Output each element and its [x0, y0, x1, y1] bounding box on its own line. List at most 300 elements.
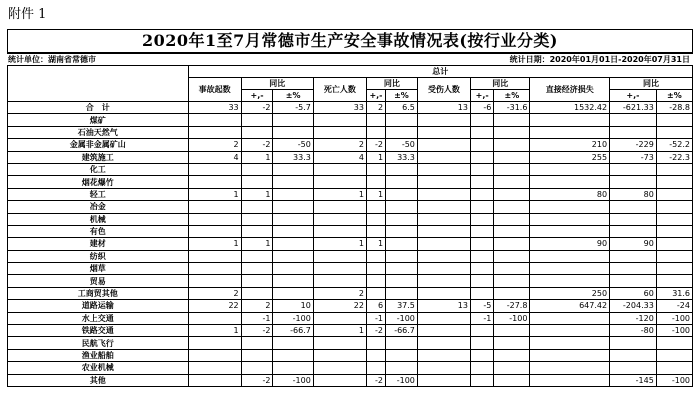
table-cell [656, 225, 692, 237]
table-cell: -2 [366, 374, 385, 386]
table-cell [610, 201, 657, 213]
table-cell [366, 213, 385, 225]
table-cell: -100 [273, 374, 313, 386]
table-cell: -100 [656, 312, 692, 324]
table-cell [366, 337, 385, 349]
table-cell [656, 349, 692, 361]
table-cell [470, 139, 493, 151]
table-row [8, 362, 693, 374]
table-cell: 1 [313, 188, 366, 200]
header-pct: ±% [273, 90, 313, 102]
table-cell [386, 263, 418, 275]
table-cell [386, 362, 418, 374]
table-cell [417, 163, 470, 175]
table-cell [494, 238, 530, 250]
table-cell: 1 [366, 238, 385, 250]
table-cell: 37.5 [386, 300, 418, 312]
table-cell [188, 176, 241, 188]
table-cell [470, 176, 493, 188]
header-yoy-loss: 同比 [610, 78, 693, 90]
table-cell [417, 312, 470, 324]
table-cell [417, 337, 470, 349]
table-cell [494, 213, 530, 225]
unit-label: 统计单位：湖南省常德市 [8, 55, 96, 64]
table-row [8, 225, 693, 237]
table-cell: 210 [530, 139, 610, 151]
table-cell [470, 238, 493, 250]
table-cell [273, 163, 313, 175]
table-cell [313, 349, 366, 361]
table-cell [188, 201, 241, 213]
table-row [8, 126, 693, 138]
table-cell [366, 114, 385, 126]
table-row [8, 250, 693, 262]
table-cell: 80 [530, 188, 610, 200]
table-cell [417, 188, 470, 200]
table-cell [470, 114, 493, 126]
table-cell [610, 250, 657, 262]
table-cell [610, 349, 657, 361]
table-cell: 1 [366, 188, 385, 200]
table-cell [273, 225, 313, 237]
table-cell [188, 275, 241, 287]
table-cell: -50 [273, 139, 313, 151]
table-cell: 33 [313, 102, 366, 114]
table-cell [530, 374, 610, 386]
table-cell [530, 201, 610, 213]
table-cell [494, 126, 530, 138]
table-cell [470, 263, 493, 275]
table-cell [494, 250, 530, 262]
table-cell [470, 325, 493, 337]
table-cell: 22 [188, 300, 241, 312]
table-cell [417, 201, 470, 213]
table-cell: -100 [656, 374, 692, 386]
table-cell [386, 163, 418, 175]
header-plus-minus: +,- [610, 90, 657, 102]
row-label: 民航飞行 [8, 337, 189, 349]
table-cell: 1 [241, 188, 273, 200]
table-cell [273, 275, 313, 287]
table-cell [417, 250, 470, 262]
table-cell: 1 [188, 325, 241, 337]
table-row [8, 102, 693, 114]
row-label: 工商贸其他 [8, 287, 189, 299]
table-cell: 4 [188, 151, 241, 163]
table-cell [386, 114, 418, 126]
header-pct: ±% [494, 90, 530, 102]
table-cell [417, 325, 470, 337]
table-cell [494, 139, 530, 151]
table-cell: -2 [241, 139, 273, 151]
table-cell: -31.6 [494, 102, 530, 114]
table-cell [273, 126, 313, 138]
table-cell [470, 287, 493, 299]
header-yoy-injured: 同比 [470, 78, 529, 90]
table-row [8, 238, 693, 250]
table-cell [470, 163, 493, 175]
header-total: 总计 [188, 66, 692, 78]
table-cell [241, 275, 273, 287]
header-blank [8, 66, 189, 102]
table-cell [313, 163, 366, 175]
table-cell: -2 [241, 325, 273, 337]
table-cell: 1 [366, 151, 385, 163]
table-cell [313, 362, 366, 374]
table-cell [494, 374, 530, 386]
table-cell: -145 [610, 374, 657, 386]
table-cell [530, 213, 610, 225]
table-row [8, 263, 693, 275]
table-cell [313, 275, 366, 287]
table-cell [417, 225, 470, 237]
table-cell [470, 337, 493, 349]
table-cell [530, 126, 610, 138]
table-cell [188, 312, 241, 324]
table-cell: -100 [386, 312, 418, 324]
table-cell: 22 [313, 300, 366, 312]
table-cell [610, 114, 657, 126]
table-cell [470, 201, 493, 213]
table-cell [470, 250, 493, 262]
table-cell [417, 238, 470, 250]
table-cell [530, 362, 610, 374]
table-cell [241, 349, 273, 361]
table-cell [610, 176, 657, 188]
table-cell [530, 163, 610, 175]
table-cell [530, 312, 610, 324]
table-cell [366, 176, 385, 188]
row-label: 烟草 [8, 263, 189, 275]
table-cell [188, 114, 241, 126]
table-cell [417, 263, 470, 275]
table-row [8, 201, 693, 213]
table-cell [241, 213, 273, 225]
table-cell [470, 275, 493, 287]
table-cell: 4 [313, 151, 366, 163]
table-cell: 6.5 [386, 102, 418, 114]
table-row [8, 325, 693, 337]
table-cell [188, 225, 241, 237]
table-cell: -66.7 [273, 325, 313, 337]
header-plus-minus: +,- [241, 90, 273, 102]
table-cell: 33.3 [386, 151, 418, 163]
table-cell: 31.6 [656, 287, 692, 299]
table-cell [241, 362, 273, 374]
row-label: 道路运输 [8, 300, 189, 312]
table-row [8, 139, 693, 151]
table-cell: -1 [470, 312, 493, 324]
table-cell: 2 [241, 300, 273, 312]
table-cell: 33.3 [273, 151, 313, 163]
table-cell: 2 [366, 102, 385, 114]
table-cell [494, 114, 530, 126]
table-cell: 90 [610, 238, 657, 250]
row-label: 纺织 [8, 250, 189, 262]
table-row [8, 337, 693, 349]
table-cell [386, 287, 418, 299]
table-row [8, 374, 693, 386]
table-cell [417, 362, 470, 374]
row-label: 机械 [8, 213, 189, 225]
attachment-label: 附件 1 [8, 7, 47, 22]
row-label: 建材 [8, 238, 189, 250]
table-cell [188, 374, 241, 386]
table-cell [530, 337, 610, 349]
table-cell [470, 151, 493, 163]
table-cell [656, 114, 692, 126]
table-cell [417, 213, 470, 225]
table-cell: 250 [530, 287, 610, 299]
table-cell [494, 225, 530, 237]
table-cell: -204.33 [610, 300, 657, 312]
row-label: 建筑施工 [8, 151, 189, 163]
table-cell [386, 250, 418, 262]
table-cell [313, 312, 366, 324]
table-cell: -22.3 [656, 151, 692, 163]
table-cell: -2 [241, 102, 273, 114]
header-yoy-accidents: 同比 [241, 78, 313, 90]
table-cell [417, 176, 470, 188]
table-cell [386, 176, 418, 188]
table-cell [273, 176, 313, 188]
table-cell [470, 225, 493, 237]
table-cell: 6 [366, 300, 385, 312]
table-cell: -621.33 [610, 102, 657, 114]
table-cell [241, 114, 273, 126]
table-cell: -100 [273, 312, 313, 324]
table-cell [313, 263, 366, 275]
table-cell [366, 287, 385, 299]
table-row [8, 213, 693, 225]
table-cell [417, 114, 470, 126]
header-injured: 受伤人数 [417, 78, 470, 102]
row-label: 渔业船舶 [8, 349, 189, 361]
table-cell [494, 325, 530, 337]
table-cell [273, 337, 313, 349]
table-cell [610, 263, 657, 275]
table-cell: -24 [656, 300, 692, 312]
table-cell [530, 176, 610, 188]
table-cell [470, 349, 493, 361]
table-cell [494, 362, 530, 374]
table-cell [656, 213, 692, 225]
table-cell [241, 225, 273, 237]
table-cell [188, 263, 241, 275]
table-cell [470, 374, 493, 386]
table-cell [656, 188, 692, 200]
table-cell [386, 275, 418, 287]
table-cell [366, 349, 385, 361]
table-cell [366, 263, 385, 275]
row-label: 铁路交通 [8, 325, 189, 337]
table-cell: -5 [470, 300, 493, 312]
table-cell: -1 [366, 312, 385, 324]
table-row [8, 163, 693, 175]
table-cell [656, 126, 692, 138]
table-cell [494, 349, 530, 361]
table-cell: -80 [610, 325, 657, 337]
table-row [8, 349, 693, 361]
table-cell [366, 126, 385, 138]
table-cell [610, 126, 657, 138]
row-label: 水上交通 [8, 312, 189, 324]
header-plus-minus: +,- [470, 90, 493, 102]
row-label: 合 计 [8, 102, 189, 114]
table-cell [530, 325, 610, 337]
table-cell [273, 238, 313, 250]
table-cell [656, 362, 692, 374]
table-cell [366, 250, 385, 262]
table-cell [188, 349, 241, 361]
table-cell [610, 362, 657, 374]
row-label: 轻工 [8, 188, 189, 200]
table-cell [656, 201, 692, 213]
table-cell [386, 188, 418, 200]
table-cell: -50 [386, 139, 418, 151]
table-cell: -229 [610, 139, 657, 151]
table-cell [313, 176, 366, 188]
table-cell: -52.2 [656, 139, 692, 151]
table-cell [610, 163, 657, 175]
table-cell [530, 114, 610, 126]
table-cell [386, 337, 418, 349]
table-cell [366, 362, 385, 374]
table-cell [188, 126, 241, 138]
table-cell: 647.42 [530, 300, 610, 312]
table-cell [494, 287, 530, 299]
header-loss: 直接经济损失 [530, 78, 610, 102]
table-row [8, 287, 693, 299]
table-row [8, 188, 693, 200]
table-cell: -27.8 [494, 300, 530, 312]
table-cell [417, 139, 470, 151]
table-cell [530, 225, 610, 237]
table-cell [241, 126, 273, 138]
table-cell [494, 163, 530, 175]
table-cell: -2 [366, 325, 385, 337]
table-cell [610, 337, 657, 349]
table-cell [656, 238, 692, 250]
header-yoy-deaths: 同比 [366, 78, 417, 90]
table-cell: 1 [241, 151, 273, 163]
table-cell [656, 250, 692, 262]
table-cell: 33 [188, 102, 241, 114]
row-label: 其他 [8, 374, 189, 386]
table-cell [273, 213, 313, 225]
table-cell [313, 201, 366, 213]
table-cell: -73 [610, 151, 657, 163]
table-cell: 1532.42 [530, 102, 610, 114]
table-cell [313, 337, 366, 349]
table-cell [470, 213, 493, 225]
table-cell [494, 337, 530, 349]
row-label: 贸易 [8, 275, 189, 287]
table-cell: -6 [470, 102, 493, 114]
table-cell [241, 163, 273, 175]
table-cell [188, 163, 241, 175]
table-cell: 80 [610, 188, 657, 200]
table-cell: 255 [530, 151, 610, 163]
table-cell [530, 250, 610, 262]
table-cell [366, 275, 385, 287]
table-cell [494, 275, 530, 287]
row-label: 金属非金属矿山 [8, 139, 189, 151]
table-cell [273, 201, 313, 213]
table-cell [386, 213, 418, 225]
table-cell: -100 [656, 325, 692, 337]
table-cell: 60 [610, 287, 657, 299]
table-cell: 10 [273, 300, 313, 312]
table-cell [273, 263, 313, 275]
row-label: 烟花爆竹 [8, 176, 189, 188]
table-cell [417, 287, 470, 299]
table-cell: 90 [530, 238, 610, 250]
accident-table [7, 65, 693, 387]
table-cell [241, 337, 273, 349]
table-cell [417, 275, 470, 287]
table-cell [494, 151, 530, 163]
table-cell [241, 263, 273, 275]
table-cell [656, 176, 692, 188]
table-cell: -1 [241, 312, 273, 324]
table-row [8, 275, 693, 287]
table-cell [273, 349, 313, 361]
table-cell [417, 374, 470, 386]
table-row [8, 114, 693, 126]
row-label: 石油天然气 [8, 126, 189, 138]
table-cell: 2 [188, 139, 241, 151]
table-cell [241, 287, 273, 299]
table-cell [530, 275, 610, 287]
table-cell: 2 [313, 287, 366, 299]
table-cell: -100 [494, 312, 530, 324]
date-label: 统计日期：2020年01月01日-2020年07月31日 [509, 55, 690, 64]
table-row [8, 300, 693, 312]
table-cell [366, 201, 385, 213]
table-cell [188, 362, 241, 374]
table-cell [313, 250, 366, 262]
table-cell [656, 263, 692, 275]
table-cell [417, 151, 470, 163]
table-cell [494, 263, 530, 275]
table-cell: -66.7 [386, 325, 418, 337]
table-cell [610, 213, 657, 225]
table-cell: -28.8 [656, 102, 692, 114]
table-cell: 13 [417, 300, 470, 312]
table-row [8, 176, 693, 188]
table-cell: 1 [241, 238, 273, 250]
table-cell [273, 287, 313, 299]
table-cell [188, 337, 241, 349]
header-pct: ±% [386, 90, 418, 102]
table-cell [656, 275, 692, 287]
table-cell [417, 126, 470, 138]
table-cell: -2 [366, 139, 385, 151]
table-cell [494, 201, 530, 213]
table-cell [610, 275, 657, 287]
table-cell [188, 250, 241, 262]
table-cell [494, 176, 530, 188]
table-cell [494, 188, 530, 200]
table-cell: -2 [241, 374, 273, 386]
table-cell [656, 337, 692, 349]
table-cell [273, 188, 313, 200]
table-row [8, 312, 693, 324]
table-cell [273, 114, 313, 126]
table-cell: 1 [313, 238, 366, 250]
header-plus-minus: +,- [366, 90, 385, 102]
